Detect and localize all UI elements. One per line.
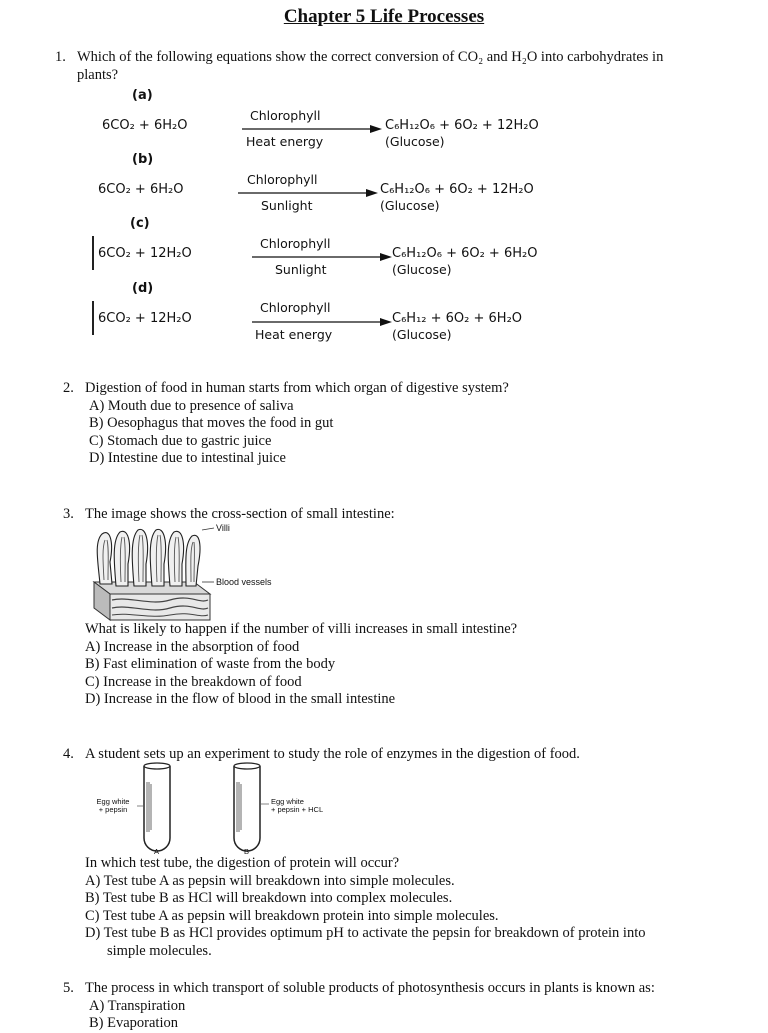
question-text: What is likely to happen if the number of villi increases in small intestine?	[85, 621, 518, 637]
eq-b-arrow	[238, 188, 378, 198]
question-text: Which of the following equations show the correct conversion of CO₂ and H₂O into carbohydrates in	[77, 49, 664, 65]
option-c: C) Increase in the breakdown of food	[85, 673, 302, 690]
question-5	[63, 980, 743, 1033]
question-number: 1.	[55, 49, 66, 65]
eq-d-catalyst: Chlorophyll	[260, 300, 331, 315]
tube-a-label	[89, 798, 137, 814]
question-text: A student sets up an experiment to study the role of enzymes in the digestion of food.	[85, 746, 580, 762]
question-1	[55, 49, 735, 84]
option-d: D) Test tube B as HCl provides optimum pH to activate the pepsin for breakdown of protein into	[85, 925, 646, 941]
page-title: Chapter 5 Life Processes	[283, 6, 485, 27]
question-3	[63, 506, 743, 524]
eq-a-catalyst: Chlorophyll	[250, 108, 321, 123]
option-d: D) Increase in the flow of blood in the small intestine	[85, 691, 396, 707]
eq-b-catalyst: Chlorophyll	[247, 172, 318, 187]
eq-a-glucose: (Glucose)	[385, 134, 445, 149]
eq-b-glucose: (Glucose)	[380, 198, 440, 213]
eq-b-condition: Sunlight	[261, 198, 313, 213]
eq-b-reactants: 6CO₂ + 6H₂O	[98, 182, 184, 197]
question-number: 3.	[63, 506, 74, 522]
tube-a-label-line1: Egg white	[96, 797, 130, 806]
eq-a-condition: Heat energy	[246, 134, 324, 149]
tube-b-letter: B	[244, 847, 250, 856]
question-3-options	[85, 621, 745, 709]
option-b: B) Evaporation	[89, 1015, 178, 1031]
blood-vessels-label: Blood vessels	[216, 577, 272, 587]
margin-bar	[92, 301, 94, 335]
question-text: In which test tube, the digestion of protein will occur?	[85, 855, 400, 871]
option-c: C) Stomach due to gastric juice	[89, 432, 272, 449]
tube-a-letter: A	[154, 847, 160, 856]
tube-b-label	[271, 798, 323, 814]
question-2	[63, 380, 743, 468]
option-label-b: (b)	[132, 152, 154, 167]
test-tubes-figure	[85, 762, 365, 857]
option-label-d: (d)	[132, 281, 154, 296]
eq-c-glucose: (Glucose)	[392, 262, 452, 277]
eq-a-arrow	[242, 124, 382, 134]
eq-c-arrow	[252, 252, 392, 262]
eq-d-products: C₆H₁₂ + 6O₂ + 6H₂O	[392, 311, 523, 326]
eq-c-products: C₆H₁₂O₆ + 6O₂ + 6H₂O	[392, 246, 538, 261]
eq-a-reactants: 6CO₂ + 6H₂O	[102, 118, 188, 133]
margin-bar	[92, 236, 94, 270]
option-d-cont: simple molecules.	[107, 942, 212, 959]
option-c: C) Test tube A as pepsin will breakdown protein into simple molecules.	[85, 907, 499, 924]
question-number: 4.	[63, 746, 74, 762]
question-4-options	[85, 855, 745, 960]
option-b: B) Oesophagus that moves the food in gut	[89, 415, 334, 431]
eq-c-reactants: 6CO₂ + 12H₂O	[98, 246, 192, 261]
question-text: The process in which transport of soluble products of photosynthesis occurs in plants is known as:	[85, 980, 655, 996]
option-d: D) Intestine due to intestinal juice	[89, 450, 286, 466]
tube-b-label-line2: + pepsin + HCL	[271, 805, 324, 814]
tube-a-label-line2: + pepsin	[98, 805, 128, 814]
equation-options	[90, 88, 650, 348]
villi-label: Villi	[216, 523, 230, 533]
eq-d-arrow	[252, 317, 392, 327]
option-b: B) Fast elimination of waste from the body	[85, 656, 336, 672]
question-text-cont: plants?	[77, 66, 119, 83]
eq-c-condition: Sunlight	[275, 262, 327, 277]
eq-c-catalyst: Chlorophyll	[260, 236, 331, 251]
option-a: A) Mouth due to presence of saliva	[89, 397, 294, 414]
option-label-a: (a)	[132, 88, 153, 103]
question-text: The image shows the cross-section of small intestine:	[85, 506, 395, 522]
question-number: 5.	[63, 980, 74, 996]
question-number: 2.	[63, 380, 74, 396]
question-4	[63, 746, 743, 764]
villi-illustration	[90, 522, 215, 622]
option-a: A) Increase in the absorption of food	[85, 638, 300, 655]
eq-d-glucose: (Glucose)	[392, 327, 452, 342]
eq-a-products: C₆H₁₂O₆ + 6O₂ + 12H₂O	[385, 118, 539, 133]
eq-d-condition: Heat energy	[255, 327, 333, 342]
eq-d-reactants: 6CO₂ + 12H₂O	[98, 311, 192, 326]
option-b: B) Test tube B as HCl will breakdown into complex molecules.	[85, 890, 453, 906]
eq-b-products: C₆H₁₂O₆ + 6O₂ + 12H₂O	[380, 182, 534, 197]
option-a: A) Test tube A as pepsin will breakdown into simple molecules.	[85, 872, 455, 889]
question-text: Digestion of food in human starts from which organ of digestive system?	[85, 380, 509, 396]
option-a: A) Transpiration	[89, 997, 186, 1014]
intestine-figure	[90, 522, 310, 622]
option-label-c: (c)	[130, 216, 150, 231]
tube-b-label-line1: Egg white	[271, 797, 304, 806]
